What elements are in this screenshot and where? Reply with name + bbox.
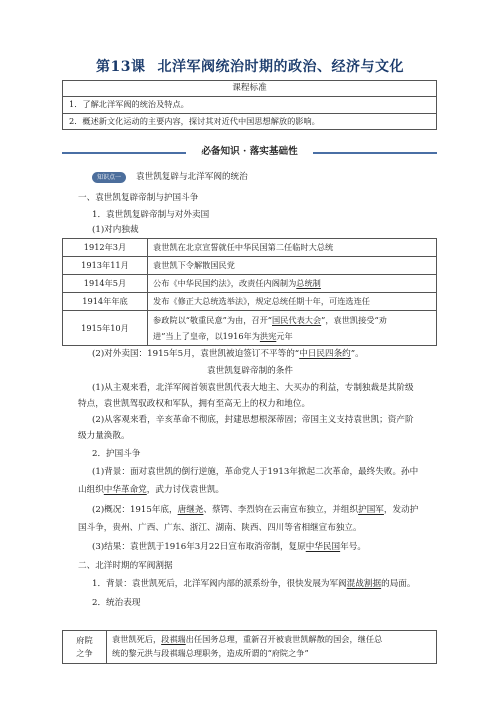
body-line: 国斗争，贵州、广西、广东、浙江、湖南、陕西、四川等省相继宣布独立。 bbox=[78, 523, 362, 533]
course-standard-item: 1．了解北洋军阀的统治及特点。 bbox=[69, 99, 189, 109]
lesson-number: 第13课 bbox=[96, 59, 146, 75]
course-standard-item: 2．概述新文化运动的主要内容，探讨其对近代中国思想解放的影响。 bbox=[63, 113, 436, 129]
sub-heading-1: 1．袁世凯复辟帝制与对外卖国 bbox=[92, 210, 210, 220]
event-text: ”，袁世凯接受“劝 bbox=[321, 315, 387, 326]
table-cell-year: 1915年10月 bbox=[63, 311, 148, 346]
key-term: 洪宪 bbox=[259, 330, 277, 341]
key-term: 段祺瑞 bbox=[161, 634, 186, 644]
key-term: 中华革命党 bbox=[103, 485, 147, 495]
table-cell-year: 1914年年底 bbox=[63, 293, 148, 311]
body-text: (2)对外卖国：1915年5月，袁世凯被迫签订不平等的“ bbox=[92, 349, 300, 359]
rule-manifestation-table bbox=[62, 630, 437, 664]
key-term: 中日民四条约 bbox=[299, 349, 351, 359]
sub-heading-2: 2．护国斗争 bbox=[92, 449, 141, 459]
event-text: 公布《中华民国约法》，改责任内阁制为 bbox=[153, 278, 297, 289]
body-text: 年号。 bbox=[340, 542, 366, 552]
table-cell-year: 1913年11月 bbox=[63, 257, 148, 275]
body-line: (1)从主观来看，北洋军阀首领袁世凯代表大地主、大买办的利益，专制独裁是其阶级 bbox=[92, 383, 414, 393]
table-row bbox=[63, 257, 437, 275]
body-text: 1．背景：袁世凯死后，北洋军阀内部的派系纷争，很快发展为军阀 bbox=[92, 579, 347, 589]
sub-heading-3: 2．统治表现 bbox=[92, 598, 141, 608]
table-cell-event bbox=[148, 311, 437, 346]
key-term: 唐继尧 bbox=[177, 505, 204, 515]
banner-text: 必备知识 · 落实基础性 bbox=[201, 146, 298, 157]
sub-heading-1a: (1)对内独裁 bbox=[92, 225, 139, 235]
key-term: 总统制 bbox=[296, 278, 321, 289]
body-text: (3)结果：袁世凯于1916年3月22日宣布取消帝制，复原 bbox=[92, 542, 306, 552]
table-row bbox=[63, 275, 437, 293]
conditions-title: 袁世凯复辟帝制的条件 bbox=[207, 366, 293, 376]
table-row bbox=[63, 631, 437, 664]
event-line bbox=[153, 315, 431, 325]
label-text: 之争 bbox=[76, 647, 93, 658]
body-line: (2)从客观来看，辛亥革命不彻底，封建思想根深蒂固；帝国主义支持袁世凯；资产阶 bbox=[92, 415, 414, 425]
event-text: 进”当上了皇帝，以1916年为 bbox=[153, 330, 260, 341]
event-text: 元年 bbox=[276, 330, 293, 341]
body-text: 出任国务总理，重新召开被袁世凯解散的国会，继任总 bbox=[185, 634, 383, 644]
knowledge-point-heading bbox=[92, 172, 248, 183]
domestic-autocracy-table bbox=[62, 238, 437, 346]
table-cell-content bbox=[107, 631, 437, 664]
banner-right-rule bbox=[313, 152, 437, 154]
body-text: ”。 bbox=[350, 349, 364, 359]
knowledge-point-badge: 知识点一 bbox=[92, 172, 126, 183]
table-cell-year: 1914年5月 bbox=[63, 275, 148, 293]
table-cell-event bbox=[148, 275, 437, 293]
knowledge-point-label: 袁世凯复辟与北洋军阀的统治 bbox=[136, 172, 248, 183]
table-cell-event: 发布《修正大总统选举法》，规定总统任期十年，可连选连任 bbox=[148, 293, 437, 311]
body-text: 袁世凯死后， bbox=[112, 634, 162, 644]
lesson-title-text: 北洋军阀统治时期的政治、经济与文化 bbox=[157, 59, 404, 75]
body-text: ，发动护 bbox=[383, 505, 419, 515]
event-line bbox=[153, 331, 431, 341]
table-cell-label bbox=[63, 631, 107, 664]
lesson-title bbox=[0, 59, 500, 77]
foreign-policy-line bbox=[92, 349, 364, 360]
table-row bbox=[63, 293, 437, 311]
table-row bbox=[63, 239, 437, 257]
key-term: 混战割据 bbox=[346, 579, 382, 589]
event-text: 参政院以“敬重民意”为由，召开“ bbox=[153, 315, 272, 326]
key-term: 中华民国 bbox=[305, 542, 341, 552]
table-row bbox=[63, 311, 437, 346]
body-line: 特点，袁世凯驾驭政权和军队，拥有至高无上的权力和地位。 bbox=[78, 399, 311, 409]
section-banner bbox=[62, 146, 437, 160]
body-line: 级力量涣散。 bbox=[78, 431, 130, 441]
section-heading-1: 一、袁世凯复辟帝制与护国斗争 bbox=[78, 193, 199, 203]
section-heading-2: 二、北洋时期的军阀割据 bbox=[78, 561, 173, 571]
label-text: 府院 bbox=[76, 634, 93, 645]
body-text: 、蔡锷、李烈钧在云南宣布独立，并组织 bbox=[203, 505, 359, 515]
body-text: 统的黎元洪与段祺瑞总理职务，造成所谓的“府院之争” bbox=[112, 647, 309, 658]
body-line bbox=[92, 579, 415, 590]
table-cell-event: 袁世凯下令解散国民党 bbox=[148, 257, 437, 275]
body-line bbox=[92, 542, 366, 553]
body-text: (2)概况：1915年底， bbox=[92, 505, 178, 515]
body-text: ，武力讨伐袁世凯。 bbox=[146, 485, 225, 495]
table-cell-year: 1912年3月 bbox=[63, 239, 148, 257]
key-term: 护国军 bbox=[358, 505, 384, 515]
key-term: 国民代表大会 bbox=[272, 315, 322, 326]
course-standard-box bbox=[62, 80, 437, 130]
body-line: (1)背景：面对袁世凯的倒行逆施，革命党人于1913年掀起二次革命，最终失败。孙中 bbox=[92, 467, 419, 477]
table-cell-event: 袁世凯在北京宣誓就任中华民国第二任临时大总统 bbox=[148, 239, 437, 257]
body-text: 的局面。 bbox=[381, 579, 416, 589]
course-standard-header: 课程标准 bbox=[63, 81, 436, 97]
body-line bbox=[78, 485, 224, 496]
body-line bbox=[92, 505, 418, 516]
body-text: 山组织 bbox=[78, 485, 104, 495]
